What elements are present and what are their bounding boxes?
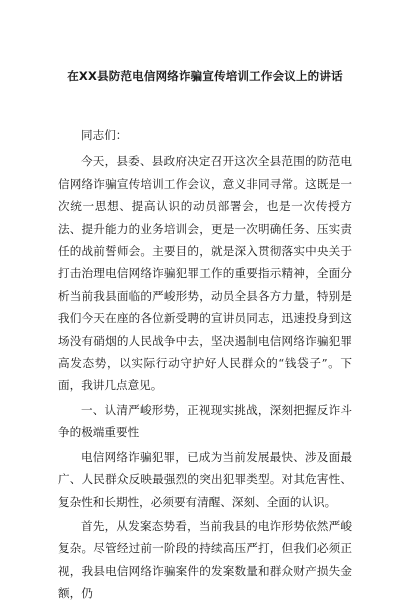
section-heading-1: 一、认清严峻形势，正视现实挑战，深刻把握反诈斗争的极端重要性 bbox=[58, 402, 352, 440]
greeting: 同志们： bbox=[81, 128, 128, 142]
document-title: 在XX县防范电信网络诈骗宣传培训工作会议上的讲话 bbox=[67, 69, 343, 83]
paragraph-3: 首先，从发案态势看，当前我县的电诈形势依然严峻复杂。尽管经过前一阶段的持续高压严打，但我们必须正视，我县电信网络诈骗案件的发案数量和群众财产损失金额，仍 bbox=[58, 518, 352, 601]
paragraph-2: 电信网络诈骗犯罪，已成为当前发展最快、涉及面最广、人民群众反映最强烈的突出犯罪类型。对其危害性、复杂性和长期性，必须要有清醒、深刻、全面的认识。 bbox=[58, 449, 352, 509]
document-body bbox=[58, 124, 352, 605]
paragraph-1: 今天，县委、县政府决定召开这次全县范围的防范电信网络诈骗宣传培训工作会议，意义非同寻常。这既是一次统一思想、提高认识的动员部署会，也是一次传授方法、提升能力的业务培训会，更是一次明确任务、压实责任的战前誓师会。主要目的，就是深入贯彻落实中央关于打击治理电信网络诈骗犯罪工作的重要指示精神，全面分析当前我县面临的严峻形势，动员全县各方力量，特别是我们今天在座的各位新受聘的宣讲员同志，迅速投身到这场没有硝烟的人民战争中去，坚决遏制电信网络诈骗犯罪高发态势，以实际行动守护好人民群众的“钱袋子”。下面，我讲几点意见。 bbox=[58, 154, 352, 393]
